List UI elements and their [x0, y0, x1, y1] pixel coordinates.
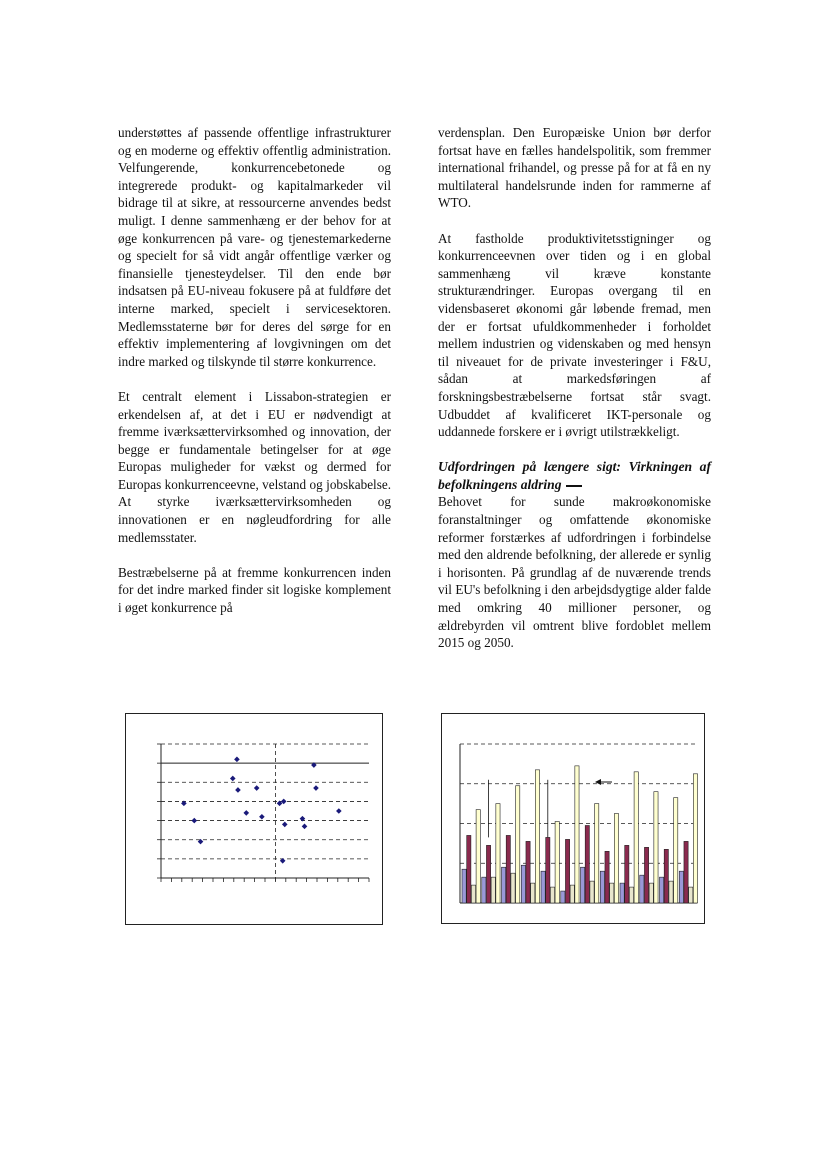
bar-series-4 — [476, 810, 480, 903]
bar-series-2 — [546, 837, 550, 903]
bar-series-2 — [625, 845, 629, 903]
bar-series-2 — [585, 825, 589, 903]
right-paragraph-3: Behovet for sunde makroøkonomiske foranstaltninger og omfattende økonomiske reformer forstærkes af udfordringen i forbindelse med den aldrende befolkning, der allerede er synlig i horisonten. På grundlag af de nuværende trends vil EU's befolkning i den arbejdsdygtige alder falde med omkring 40 millioner personer, og ældrebyrden vil omtrent blive fordoblet mellem 2015 og 2050. — [438, 494, 711, 651]
bar-series-2 — [486, 845, 490, 903]
bar-series-2 — [467, 835, 471, 903]
scatter-point — [302, 824, 308, 830]
scatter-point — [259, 814, 265, 820]
scatter-point — [191, 818, 197, 824]
bar-series-3 — [669, 881, 673, 903]
bar-series-2 — [506, 835, 510, 903]
bar-series-2 — [644, 847, 648, 903]
bar-series-3 — [590, 881, 594, 903]
right-paragraph-2: At fastholde produktivitetsstigninger og konkurrenceevnen over tiden og i en global sammenhæng vil kræve konstante strukturændringer. Europas overgang til en vidensbaseret økonomi går løbende fremad, men der er fortsat ufuldkommenheder i forholdet mellem industrien og videnskaben og med hensyn til niveauet for de private investeringer i F&U, sådan at markedsføringen af forskningsbestræbelserne fortsat står svagt. Udbuddet af kvalificeret IKT-personale og uddannede forskere er i øvrigt utilstrækkeligt. — [438, 230, 711, 440]
right-text-column — [438, 124, 711, 669]
bar-series-2 — [565, 839, 569, 903]
bar-chart — [442, 714, 704, 923]
bar-chart-figure — [441, 713, 705, 924]
bar-series-1 — [502, 867, 506, 903]
bar-series-1 — [620, 883, 624, 903]
scatter-point — [234, 757, 240, 763]
bar-series-1 — [521, 865, 525, 903]
left-text-column — [118, 124, 391, 634]
bar-series-4 — [516, 786, 520, 903]
bar-series-1 — [660, 877, 664, 903]
bar-series-4 — [496, 804, 500, 903]
right-paragraph-1: verdensplan. Den Europæiske Union bør derfor fortsat have en fælles handelspolitik, som fremmer international frihandel, og presse på for at få en ny multilateral handelsrunde inden for rammerne af WTO. — [438, 125, 711, 211]
scatter-point — [254, 785, 260, 791]
bar-series-4 — [634, 772, 638, 903]
bar-series-4 — [674, 798, 678, 903]
bar-series-1 — [541, 871, 545, 903]
bar-series-2 — [605, 851, 609, 903]
scatter-point — [230, 776, 236, 782]
bar-series-2 — [684, 841, 688, 903]
bar-series-4 — [535, 770, 539, 903]
section-heading — [438, 458, 711, 493]
left-paragraph-1: understøttes af passende offentlige infrastrukturer og en moderne og effektiv offentlig administration. Velfungerende, konkurrencebetonede og integrerede produkt- og kapitalmarkeder vil bidrage til at sikre, at ressourcerne anvendes bedst muligt. I denne sammenhæng er der behov for at øge konkurrencen på vare- og tjenestemarkederne og specielt for så vidt angår offentlige værker og finansielle tjenesteydelser. Til den ende bør indsatsen på EU-niveau fokusere på at fuldføre det interne marked, specielt i servicesektoren. Medlemsstaterne bør for deres del sørge for en effektiv implementering af lovgivningen om det indre marked og tilskynde til større konkurrence. — [118, 125, 391, 369]
scatter-point — [243, 810, 249, 816]
bar-series-1 — [482, 877, 486, 903]
bar-series-1 — [600, 871, 604, 903]
bar-series-2 — [664, 849, 668, 903]
section-heading-text: Udfordringen på længere sigt: Virkningen af befolkningens aldring — [438, 459, 711, 492]
bar-series-3 — [531, 883, 535, 903]
bar-series-1 — [462, 869, 466, 903]
scatter-point — [313, 785, 319, 791]
bar-series-4 — [575, 766, 579, 903]
bar-series-4 — [693, 774, 697, 903]
bar-series-4 — [595, 804, 599, 903]
bar-series-3 — [471, 885, 475, 903]
bar-series-4 — [654, 792, 658, 903]
left-paragraph-2: Et centralt element i Lissabon-strategien er erkendelsen af, at det i EU er nødvendigt at fremme iværksættervirksomhed og innovation, der begge er fundamentale betingelser for at øge Europas muligheder for vækst og dermed for Europas konkurrenceevne, velstand og jobskabelse. At styrke iværksættervirksomheden og innovationen er en nøgleudfordring for alle medlemsstater. — [118, 388, 391, 545]
scatter-point — [336, 808, 342, 814]
bar-series-3 — [511, 873, 515, 903]
bar-series-2 — [526, 841, 530, 903]
scatter-chart-figure — [125, 713, 383, 925]
left-paragraph-3: Bestræbelserne på at fremme konkurrencen inden for det indre marked finder sit logiske komplement i øget konkurrence på — [118, 564, 391, 616]
bar-series-1 — [581, 867, 585, 903]
bar-series-4 — [614, 814, 618, 903]
bar-series-3 — [550, 887, 554, 903]
bar-series-1 — [679, 871, 683, 903]
bar-series-3 — [491, 877, 495, 903]
bar-series-3 — [689, 887, 693, 903]
bar-series-3 — [649, 883, 653, 903]
bar-series-3 — [610, 883, 614, 903]
heading-dash — [566, 485, 582, 487]
bar-series-1 — [561, 891, 565, 903]
bar-series-1 — [640, 875, 644, 903]
scatter-point — [235, 787, 241, 793]
bar-series-4 — [555, 822, 559, 903]
scatter-point — [282, 822, 288, 828]
scatter-chart — [126, 714, 382, 924]
bar-series-3 — [629, 887, 633, 903]
bar-series-3 — [570, 885, 574, 903]
